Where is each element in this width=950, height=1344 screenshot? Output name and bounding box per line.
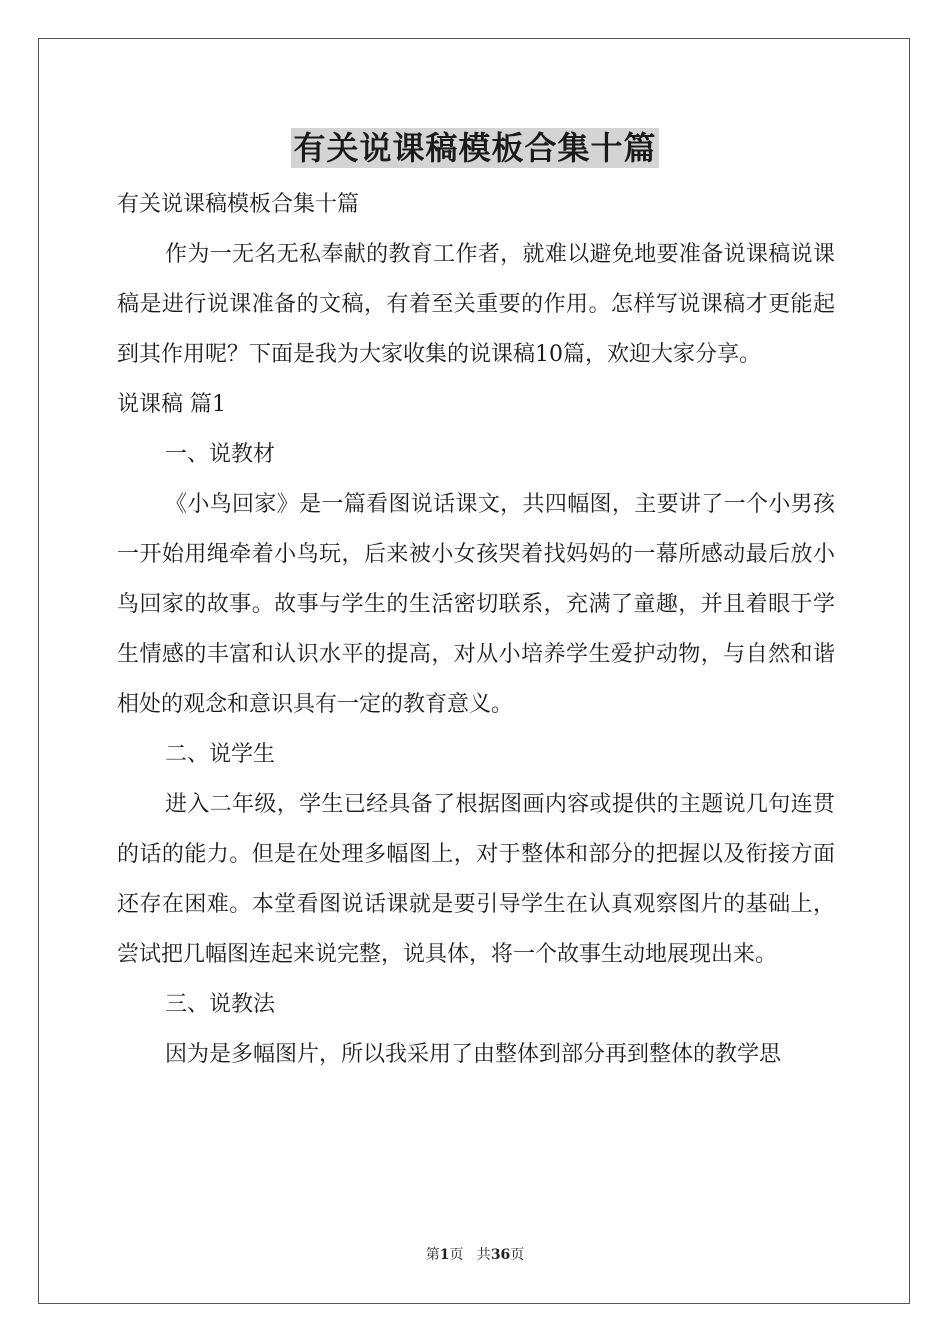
heading-teaching-method: 三、说教法: [165, 992, 276, 1017]
footer-mid: 页 共: [449, 1247, 491, 1263]
paragraph-teaching-method: 因为是多幅图片，所以我采用了由整体到部分再到整体的教学思: [165, 1042, 782, 1067]
paragraph-students: 进入二年级，学生已经具备了根据图画内容或提供的主题说几句连贯的话的能力。但是在处理多幅图上，对于整体和部分的把握以及衔接方面还存在困难。本堂看图说话课就是要引导学生在认真观察图片的基础上，尝试把几幅图连起来说完整，说具体，将一个故事生动地展现出来。: [117, 792, 835, 967]
heading-teaching-material: 一、说教材: [165, 442, 276, 467]
title-wrap: [0, 128, 950, 168]
footer-suffix: 页: [510, 1247, 525, 1263]
footer-page-total: 36: [490, 1247, 511, 1263]
heading-students: 二、说学生: [165, 742, 276, 767]
subtitle-line: 有关说课稿模板合集十篇: [117, 192, 360, 217]
document-body: [117, 180, 835, 1080]
intro-paragraph: 作为一无名无私奉献的教育工作者，就难以避免地要准备说课稿说课稿是进行说课准备的文稿，有着至关重要的作用。怎样写说课稿才更能起到其作用呢？下面是我为大家收集的说课稿10篇，欢迎大家分享。: [117, 242, 835, 367]
paragraph-teaching-material: 《小鸟回家》是一篇看图说话课文，共四幅图，主要讲了一个小男孩一开始用绳牵着小鸟玩，后来被小女孩哭着找妈妈的一幕所感动最后放小鸟回家的故事。故事与学生的生活密切联系，充满了童趣，并且着眼于学生情感的丰富和认识水平的提高，对从小培养学生爱护动物，与自然和谐相处的观念和意识具有一定的教育意义。: [117, 492, 835, 717]
footer-page-current: 1: [439, 1247, 450, 1263]
section-heading: 说课稿 篇1: [117, 392, 226, 417]
footer-prefix: 第: [425, 1247, 440, 1263]
page-footer: [0, 1244, 950, 1264]
document-title: 有关说课稿模板合集十篇: [293, 129, 657, 167]
